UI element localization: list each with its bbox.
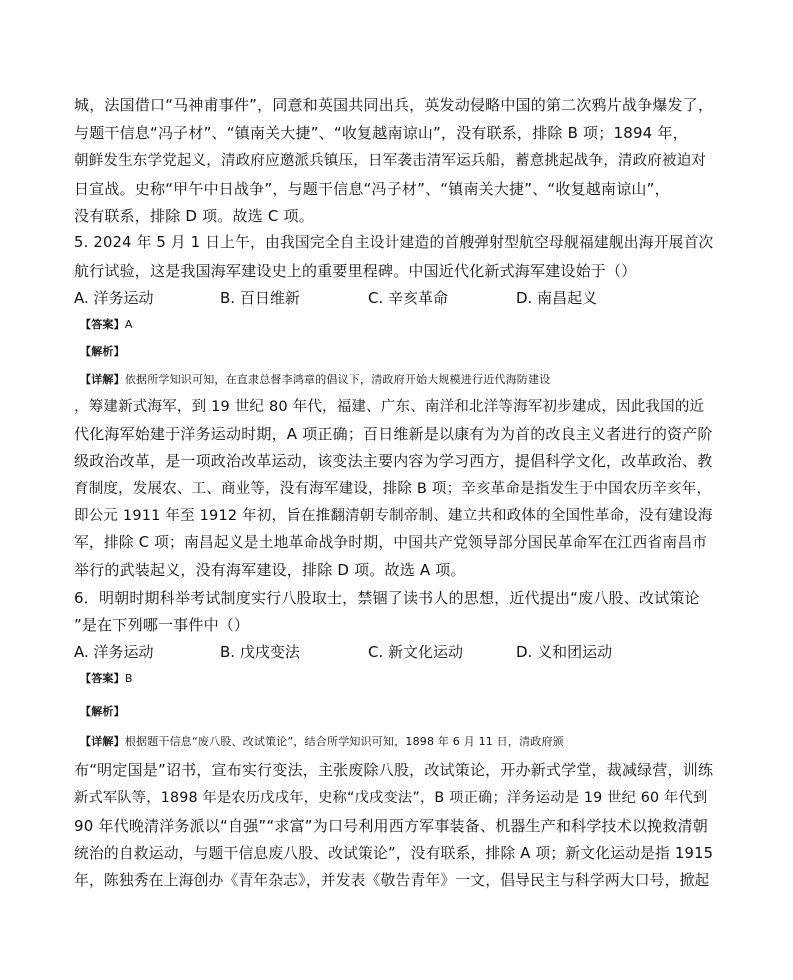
q5-option-b: B. 百日维新 (220, 289, 300, 307)
q6-stem-line: ”是在下列哪一事件中（） (74, 616, 250, 634)
q6-detail-line: 新式军队等，1898 年是农历戊戌年，史称“戊戌变法”，B 项正确；洋务运动是 19 世纪 60 年代到 (74, 790, 708, 806)
prev-text-line: 日宣战。史称“甲午中日战争”，与题干信息“冯子材”、“镇南关大捷”、“收复越南谅山”， (74, 180, 670, 198)
q6-answer-tag: 【答案】 (80, 672, 125, 685)
q6-analysis-tag: 【解析】 (80, 705, 125, 718)
q5-detail-line: 育制度，发展农、工、商业等，没有海军建设，排除 B 项；辛亥革命是指发生于中国农历辛亥年， (74, 481, 712, 497)
q5-stem-line: 航行试验，这是我国海军建设史上的重要里程碑。中国近代化新式海军建设始于（） (74, 262, 637, 280)
q6-answer-value: B (124, 672, 133, 685)
prev-text-line: 没有联系，排除 D 项。故选 C 项。 (74, 207, 314, 225)
q5-option-d: D. 南昌起义 (516, 289, 598, 307)
q5-detail-tag: 【详解】 (80, 373, 125, 386)
q6-answer (80, 670, 720, 688)
q6-detail-line: 布“明定国是”诏书，宣布实行变法，主张废除八股，改试策论，开办新式学堂，裁减绿营，训练 (74, 761, 714, 779)
q5-detail-line: 代化海军始建于洋务运动时期，A 项正确；百日维新是以康有为为首的改良主义者进行的资产阶 (74, 425, 713, 443)
q6-option-d: D. 义和团运动 (516, 643, 613, 661)
q6-option-a: A. 洋务运动 (74, 643, 154, 661)
q6-detail-line: 年，陈独秀在上海创办《青年杂志》，并发表《敬告青年》一文，倡导民主与科学两大口号，掀起 (74, 872, 710, 889)
q5-detail-line: 即公元 1911 年至 1912 年初，旨在推翻清朝专制帝制、建立共和政体的全国性革命，没有建设海 (74, 508, 713, 524)
prev-text-line: 朝鲜发生东学党起义，清政府应邀派兵镇压，日军袭击清军运兵船，蓄意挑起战争，清政府被迫对 (74, 153, 707, 169)
q5-answer-value: A (124, 318, 133, 331)
q5-analysis-tag: 【解析】 (80, 345, 125, 358)
q5-detail-line: 级政治改革，是一项政治改革运动，该变法主要内容为学习西方，提倡科学文化，改革政治、教 (74, 452, 713, 470)
q6-option-b: B. 戊戌变法 (220, 643, 300, 661)
q5-options (74, 289, 714, 307)
q5-stem-line: 5. 2024 年 5 月 1 日上午，由我国完全自主设计建造的首艘弹射型航空母舰福建舰出海开展首次 (74, 234, 714, 251)
q6-detail-text: 根据题干信息“废八股、改试策论”，结合所学知识可知，1898 年 6 月 11 日，清政府颁 (124, 735, 564, 748)
q6-stem-line: 6．明朝时期科举考试制度实行八股取士，禁锢了读书人的思想，近代提出“废八股、改试策论 (74, 589, 700, 607)
q5-answer-tag: 【答案】 (80, 318, 125, 331)
q6-detail-tag: 【详解】 (80, 735, 125, 748)
q6-detail-line: 统治的自救运动，与题干信息废八股、改试策论”，没有联系，排除 A 项；新文化运动是指 1915 (74, 845, 714, 862)
q6-option-c: C. 新文化运动 (368, 643, 464, 661)
q5-detail-line: ，筹建新式海军，到 19 世纪 80 年代，福建、广东、南洋和北洋等海军初步建成，因此我国的近 (74, 399, 705, 415)
q5-detail-text: 依据所学知识可知，在直隶总督李鸿章的倡议下，清政府开始大规模进行近代海防建设 (124, 373, 551, 386)
q5-answer (80, 316, 720, 334)
q5-detail-line: 举行的武装起义，没有海军建设，排除 D 项。故选 A 项。 (74, 561, 466, 579)
q5-detail-line: 军，排除 C 项；南昌起义是土地革命战争时期，中国共产党领导部分国民革命军在江西省南昌市 (74, 534, 708, 551)
q6-options (74, 643, 714, 661)
prev-text-line: 城，法国借口“马神甫事件”，同意和英国共同出兵，英发动侵略中国的第二次鸦片战争爆发了， (74, 96, 714, 114)
prev-text-line: 与题干信息“冯子材”、“镇南关大捷”、“收复越南谅山”，没有联系，排除 B 项；1894 年， (74, 124, 688, 142)
q5-option-a: A. 洋务运动 (74, 289, 154, 307)
q6-detail-line: 90 年代晚清洋务派以“自强”“求富”为口号利用西方军事装备、机器生产和科学技术以挽救清朝 (74, 817, 708, 835)
q6-detail-line (80, 733, 720, 751)
q5-option-c: C. 辛亥革命 (368, 289, 449, 307)
q5-detail-line (80, 371, 720, 389)
